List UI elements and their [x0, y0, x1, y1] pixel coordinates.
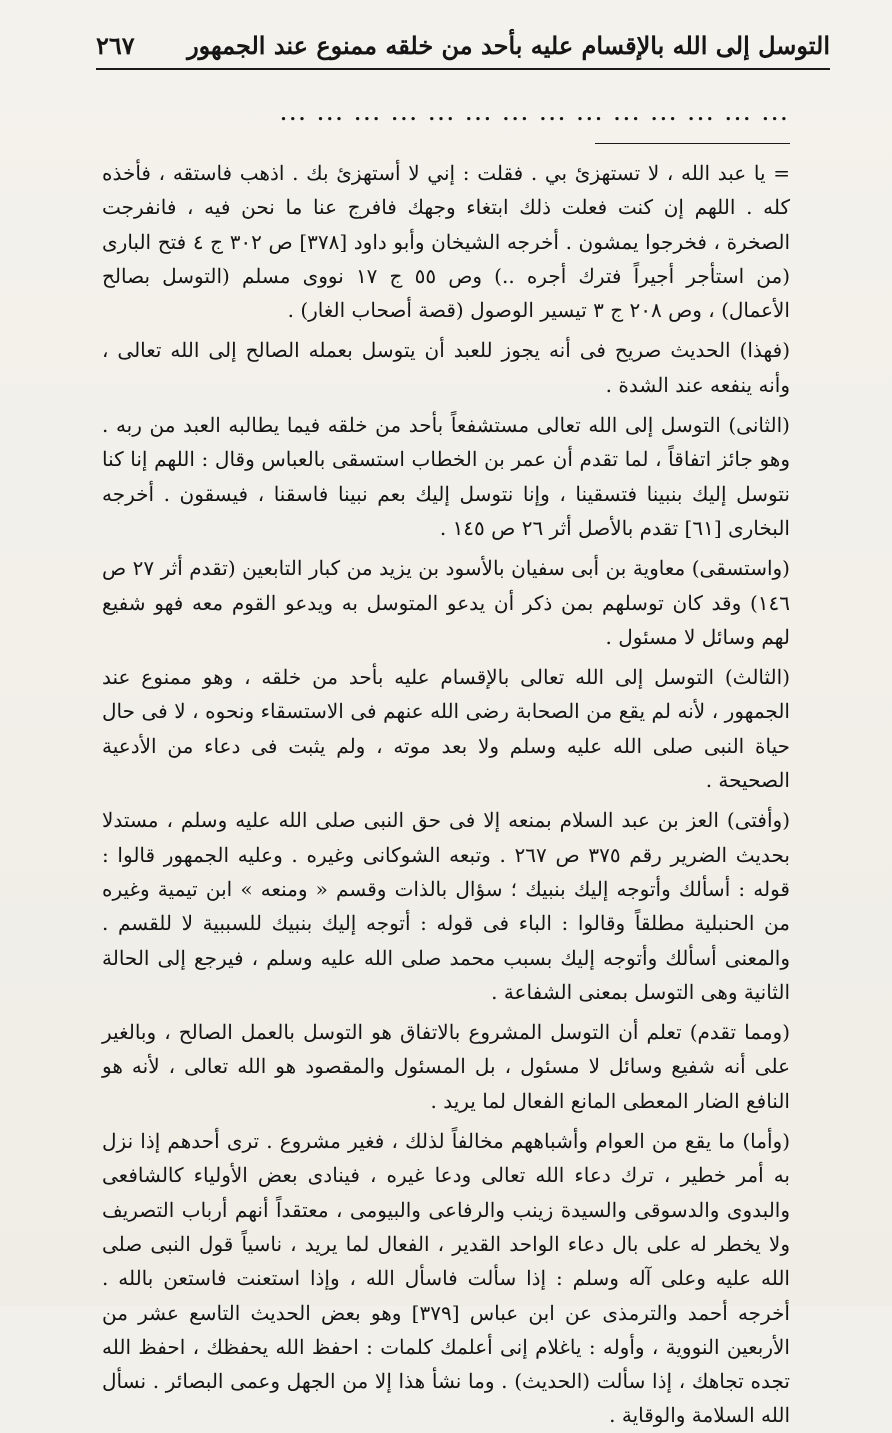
paragraph-second: (الثانى) التوسل إلى الله تعالى مستشفعاً بأحد من خلقه فيما يطالبه العبد من ربه . وهو جائز اتفاقاً ، لما تقدم أن عمر بن الخطاب استسقى بالعباس وقال : اللهم إنا كنا نتوسل إليك بنبينا فتسقينا ، وإنا نتوسل إليك بعم نبينا فاسقنا ، فيسقون . أخرجه البخارى [٦١] تقدم بالأصل أثر ٢٦ ص ١٤٥ .: [102, 413, 790, 540]
paragraph-mimma-taqaddam: (ومما تقدم) تعلم أن التوسل المشروع بالاتفاق هو التوسل بالعمل الصالح ، وبالغير على أنه شفيع وسائل لا مسئول ، بل المسئول والمقصود هو الله تعالى ، لأنه هو النافع الضار المعطى المانع الفعال لما يريد .: [102, 1020, 791, 1113]
paragraph-amma: (وأما) ما يقع من العوام وأشباههم مخالفاً لذلك ، فغير مشروع . ترى أحدهم إذا نزل به أمر خطير ، ترك دعاء الله تعالى ودعا غيره ، فينادى بعض الأولياء كالشافعى والبدوى والدسوقى والسيدة زينب والرفاعى والبيومى ، معتقداً أنهم أرباب التصريف ولا يخطر له على بال دعاء الواحد القدير ، الفعال لما يريد ، ناسياً قول النبى صلى الله عليه وعلى آله وسلم : إذا سألت فاسأل الله ، وإذا استعنت فاستعن بالله . أخرجه أحمد والترمذى عن ابن عباس [٣٧٩] وهو بعض الحديث التاسع عشر من الأربعين النووية ، وأوله : ياغلام إنى أعلمك كلمات : احفظ الله يحفظك ، احفظ الله تجده تجاهك ، إذا سألت (الحديث) . وما نشأ هذا إلا من الجهل وعمى البصائر . نسأل الله السلامة والوقاية .: [102, 1129, 791, 1428]
paragraph-afta: (وأفتى) العز بن عبد السلام بمنعه إلا فى حق النبى صلى الله عليه وسلم ، مستدلا بحديث الضرير رقم ٣٧٥ ص ٢٦٧ . وتبعه الشوكانى وغيره . وعليه الجمهور قالوا : قوله : أسألك وأتوجه إليك بنبيك ؛ سؤال بالذات وقسم « ومنعه » ابن تيمية وغيره من الحنبلية مطلقاً وقالوا : الباء فى قوله : أتوجه إليك بنبيك للسببية لا للقسم . والمعنى أسألك وأتوجه إليك بسبب محمد صلى الله عليه وسلم ، فيرجع إلى الحالة الثانية وهى التوسل بمعنى الشفاعة .: [102, 808, 791, 1004]
paragraph-third: (الثالث) التوسل إلى الله تعالى بالإقسام عليه بأحد من خلقه ، وهو ممنوع عند الجمهور ، لأنه لم يقع من الصحابة رضى الله عنهم فى الاستسقاء ونحوه ، لا فى حال حياة النبى صلى الله عليه وسلم ولا بعد موته ، ولم يثبت فى دعاء من الأدعية الصحيحة .: [102, 665, 790, 793]
paragraph-fahadha: (فهذا) الحديث صريح فى أنه يجوز للعبد أن يتوسل بعمله الصالح إلى الله تعالى ، وأنه ينفعه عند الشدة .: [102, 338, 790, 397]
footnote-rule: [595, 143, 790, 144]
page-header: [96, 22, 830, 68]
omission-dots: ... ... ... ... ... ... ... ... ... ... ... ... ... ...: [280, 104, 790, 125]
paragraph-istasqa: (واستسقى) معاوية بن أبى سفيان بالأسود بن يزيد من كبار التابعين (تقدم أثر ٢٧ ص ١٤٦) وقد كان توسلهم بمن ذكر أن يدعو المتوسل به ويدعو القوم معه فهو شفيع لهم وسائل لا مسئول .: [102, 556, 790, 649]
running-title: التوسل إلى الله بالإقسام عليه بأحد من خلقه ممنوع عند الجمهور: [187, 30, 830, 60]
page-number: ٢٦٧: [96, 30, 135, 60]
paragraph-hadith-continuation: = يا عبد الله ، لا تستهزئ بي . فقلت : إني لا أستهزئ بك . اذهب فاستقه ، فأخذه كله . اللهم إن كنت فعلت ذلك ابتغاء وجهك فافرج عنا ما نحن فيه ، فانفرجت الصخرة ، فخرجوا يمشون . أخرجه الشيخان وأبو داود [٣٧٨] ص ٣٠٢ ج ٤ فتح البارى (من استأجر أجيراً فترك أجره ..) وص ٥٥ ج ١٧ نووى مسلم (التوسل بصالح الأعمال) ، وص ٢٠٨ ج ٣ تيسير الوصول (قصة أصحاب الغار) .: [102, 161, 790, 323]
header-rule: [96, 68, 830, 70]
footnote-body: [102, 156, 790, 1433]
